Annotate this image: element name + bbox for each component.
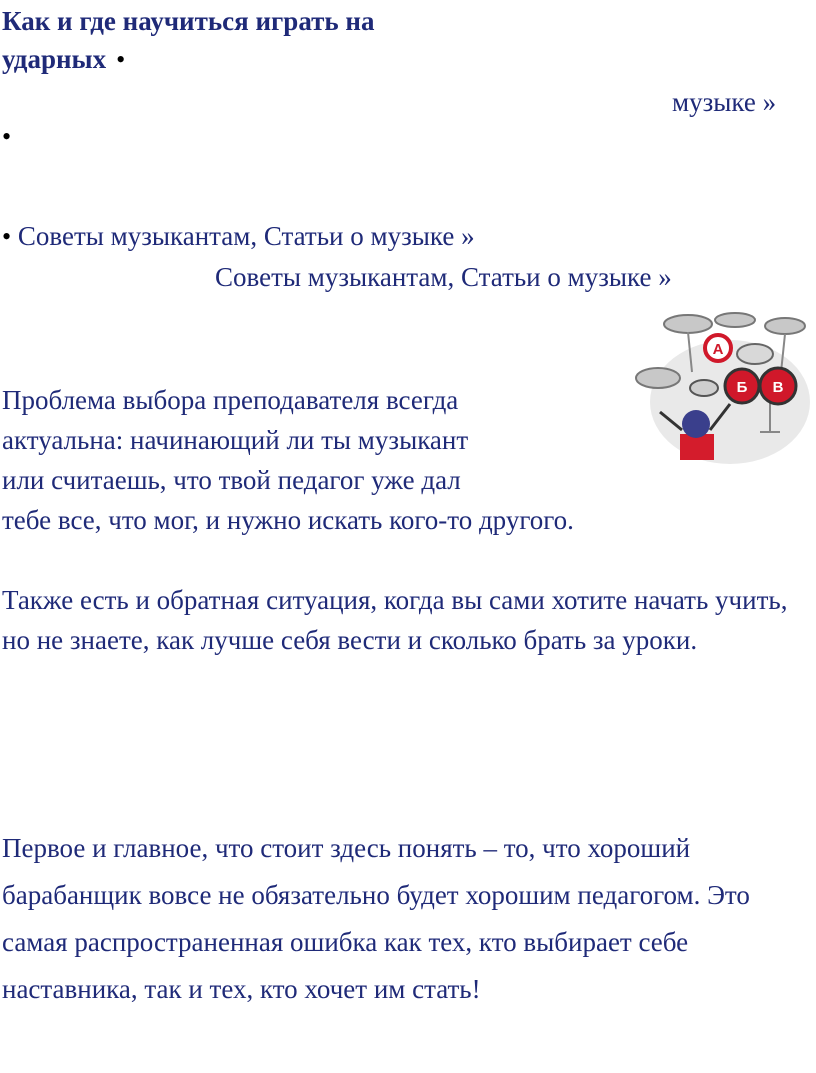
paragraph-line: тебе все, что мог, и нужно искать кого-то другого. — [2, 505, 574, 535]
page-title — [2, 2, 522, 79]
cymbal-icon — [715, 313, 755, 327]
breadcrumb-tips-link[interactable]: Советы музыкантам, Статьи о музыке » — [17, 221, 475, 251]
paragraph-line: или считаешь, что твой педагог уже дал — [2, 465, 461, 495]
title-line-1: Как и где научиться играть на — [2, 6, 375, 36]
pad-label: Б — [736, 379, 748, 396]
drum-kit-illustration — [620, 302, 814, 480]
snare-icon — [690, 380, 718, 396]
breadcrumb-row-1 — [2, 219, 475, 254]
paragraph-line: актуальна: начинающий ли ты музыкант — [2, 425, 469, 455]
breadcrumb-row-2[interactable]: Советы музыкантам, Статьи о музыке » — [215, 262, 672, 292]
bullet-icon: • — [2, 122, 12, 151]
drummer-head — [682, 410, 710, 438]
pad-label: А — [712, 341, 724, 358]
cymbal-icon — [664, 315, 712, 333]
bullet-icon: • — [2, 222, 12, 251]
bullet-icon: • — [116, 45, 126, 74]
pad-label: В — [772, 379, 784, 396]
paragraph-teacher-choice — [2, 380, 574, 540]
cymbal-icon — [636, 368, 680, 388]
paragraph-line: Проблема выбора преподавателя всегда — [2, 385, 459, 415]
cymbal-icon — [765, 318, 805, 334]
tom-icon — [737, 344, 773, 364]
paragraph-opposite-situation: Также есть и обратная ситуация, когда вы сами хотите начать учить, но не знаете, как лучше себя вести и сколько брать за уроки. — [2, 585, 788, 655]
title-line-2: ударных — [2, 44, 107, 74]
breadcrumb-music-link[interactable]: музыке » — [672, 87, 777, 117]
paragraph-main-point: Первое и главное, что стоит здесь понять – то, что хороший барабанщик вовсе не обязательно будет хорошим педагогом. Это самая распространенная ошибка как тех, кто выбирает себе наставника, так и тех, кто хочет им стать! — [2, 833, 750, 1004]
